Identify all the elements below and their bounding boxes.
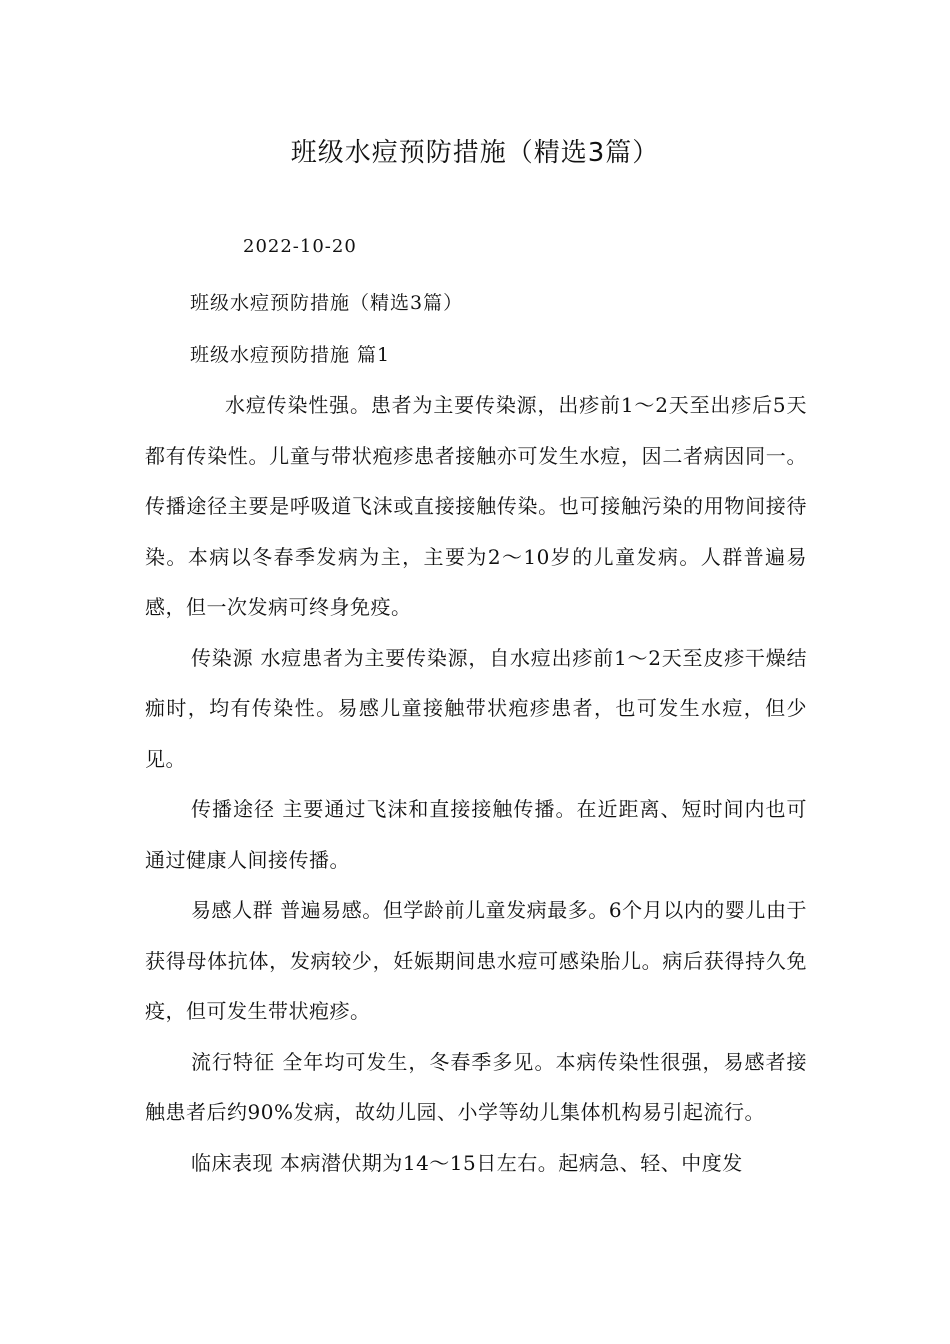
paragraph: 流行特征 全年均可发生，冬春季多见。本病传染性很强，易感者接触患者后约90%发病，故幼儿园、小学等幼儿集体机构易引起流行。 xyxy=(145,1049,807,1124)
paragraph: 易感人群 普遍易感。但学龄前儿童发病最多。6个月以内的婴儿由于获得母体抗体，发病较少，妊娠期间患水痘可感染胎儿。病后获得持久免疫，但可发生带状疱疹。 xyxy=(145,898,807,1023)
paragraph: 水痘传染性强。患者为主要传染源，出疹前1～2天至出疹后5天都有传染性。儿童与带状疱疹患者接触亦可发生水痘，因二者病因同一。传播途径主要是呼吸道飞沫或直接接触传染。也可接触污染的用物间接待染。本病以冬春季发病为主，主要为2～10岁的儿童发病。人群普遍易感，但一次发病可终身免疫。 xyxy=(145,393,807,619)
document-subtitle: 班级水痘预防措施（精选3篇） xyxy=(190,292,464,314)
paragraph: 传播途径 主要通过飞沫和直接接触传播。在近距离、短时间内也可通过健康人间接传播。 xyxy=(145,797,807,872)
body-text xyxy=(145,380,807,1188)
paragraph: 临床表现 本病潜伏期为14～15日左右。起病急、轻、中度发 xyxy=(191,1150,743,1175)
section-heading: 班级水痘预防措施 篇1 xyxy=(190,344,391,366)
paragraph: 传染源 水痘患者为主要传染源，自水痘出疹前1～2天至皮疹干燥结痂时，均有传染性。易感儿童接触带状疱疹患者，也可发生水痘，但少见。 xyxy=(145,645,807,771)
publish-date: 2022-10-20 xyxy=(243,236,357,257)
document-title: 班级水痘预防措施（精选3篇） xyxy=(290,138,660,168)
